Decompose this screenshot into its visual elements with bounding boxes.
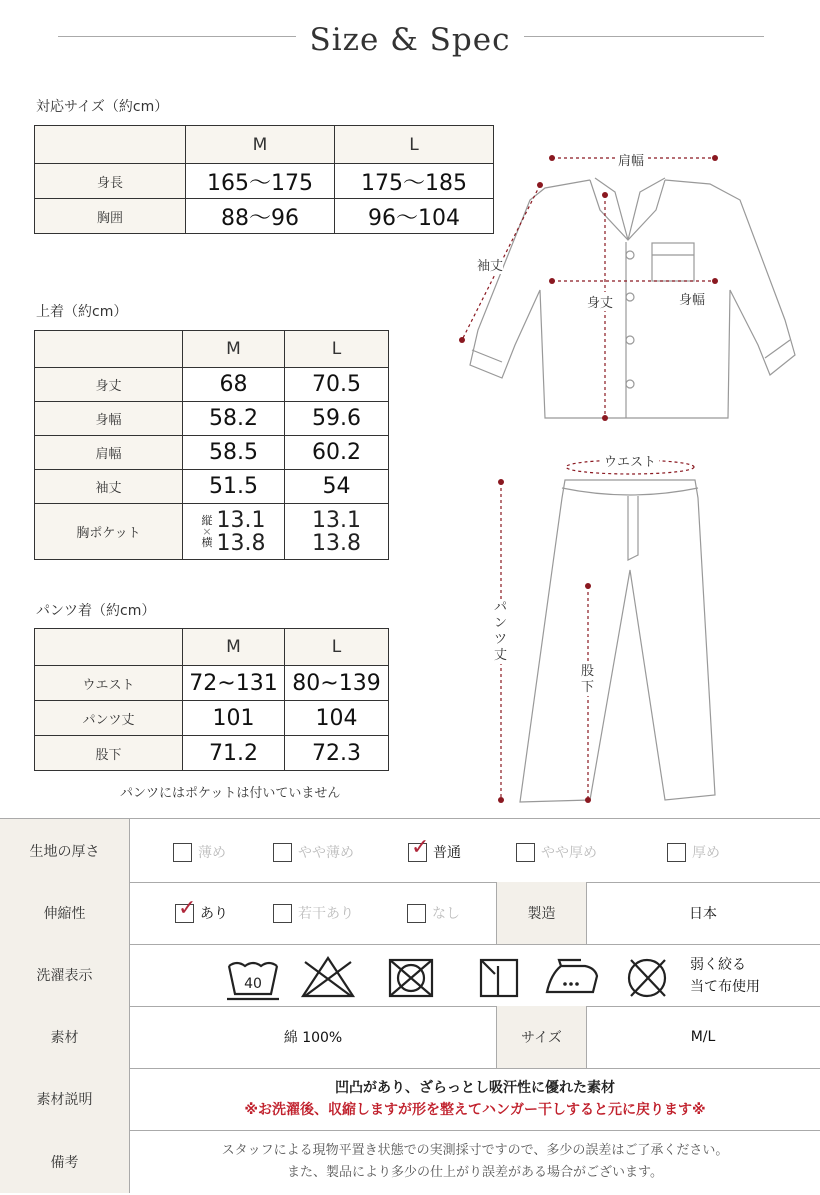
pants-cell: 101 <box>183 701 285 736</box>
size-value: M/L <box>690 1029 716 1045</box>
washing-note <box>690 954 760 998</box>
label-sleeve: 袖丈 <box>477 255 503 274</box>
thickness-option-normal[interactable] <box>408 834 461 862</box>
measure-points <box>459 155 718 803</box>
pants-cell: 71.2 <box>183 736 285 771</box>
option-label: 厚め <box>692 845 720 861</box>
pocket-m-vert: 13.1 <box>216 507 266 533</box>
horiz-mark: 横 <box>201 536 213 549</box>
label-waist: ウエスト <box>601 451 659 470</box>
spec-row-thickness <box>0 819 820 883</box>
pants-row-label: ウエスト <box>35 666 183 701</box>
top-table-corner <box>35 331 183 368</box>
pants-cell: 72~131 <box>183 666 285 701</box>
option-label: あり <box>200 906 228 922</box>
size-row-label: 胸囲 <box>35 199 186 234</box>
size-header-m: M <box>186 126 335 164</box>
checkbox[interactable] <box>273 843 292 862</box>
shirt-outline <box>470 178 795 418</box>
check-icon: ✓ <box>411 834 430 860</box>
material-desc-line1: 凹凸があり、ざらっとし吸汗性に優れた素材 <box>335 1080 615 1096</box>
title-rule-right <box>524 36 764 37</box>
pocket-l-horiz: 13.8 <box>312 530 361 556</box>
top-cell: 54 <box>285 470 389 504</box>
remarks-line2: また、製品により多少の仕上がり誤差がある場合がございます。 <box>287 1165 663 1180</box>
size-cell: 88〜96 <box>186 199 335 234</box>
pants-outline <box>520 480 715 802</box>
spec-row-material-desc <box>0 1068 820 1131</box>
laundry-symbols <box>225 952 685 1002</box>
material-label: 素材 <box>0 1006 130 1068</box>
top-row-label: 身丈 <box>35 368 183 402</box>
top-row-label: 身幅 <box>35 402 183 436</box>
spec-row-remarks <box>0 1130 820 1193</box>
x-mark: × <box>202 525 212 538</box>
option-label: 若干あり <box>298 906 354 922</box>
stretch-option-yes[interactable] <box>175 895 228 923</box>
size-table-caption: 対応サイズ（約cm） <box>36 99 169 115</box>
material-desc-label: 素材説明 <box>0 1068 130 1130</box>
made-value: 日本 <box>689 906 717 922</box>
thickness-option-thick[interactable] <box>667 842 720 862</box>
pocket-l-vert: 13.1 <box>312 507 361 533</box>
label-inseam: 股下 <box>581 664 595 695</box>
size-row-label: 身長 <box>35 164 186 199</box>
checkbox[interactable] <box>407 904 426 923</box>
spec-table <box>0 818 820 1194</box>
label-body-length: 身丈 <box>587 292 613 311</box>
option-label: 薄め <box>198 845 226 861</box>
option-label: やや厚め <box>541 845 597 861</box>
pocket-cell-l <box>285 504 389 560</box>
material-desc <box>130 1077 820 1121</box>
material-desc-warning: ※お洗濯後、収縮しますが形を整えてハンガー干しすると元に戻ります※ <box>244 1102 706 1118</box>
checkbox[interactable] <box>173 843 192 862</box>
material-value: 綿 100% <box>283 1030 343 1046</box>
iron-icon <box>547 966 597 992</box>
thickness-label: 生地の厚さ <box>0 819 130 882</box>
thickness-option-thin[interactable] <box>173 842 226 862</box>
checkbox[interactable] <box>273 904 292 923</box>
top-cell: 51.5 <box>183 470 285 504</box>
pocket-marks <box>202 515 213 548</box>
checkbox-checked[interactable] <box>175 895 197 923</box>
pants-cell: 72.3 <box>285 736 389 771</box>
size-table <box>34 125 494 234</box>
pocket-cell-m <box>183 504 285 560</box>
spec-row-stretch <box>0 882 820 945</box>
pants-table-caption: パンツ着（約cm） <box>36 603 156 619</box>
remarks-line1: スタッフによる現物平置き状態での実測採寸ですので、多少の誤差はご了承ください。 <box>221 1143 729 1158</box>
top-cell: 59.6 <box>285 402 389 436</box>
spec-row-washing <box>0 944 820 1007</box>
label-pants-length: パンツ丈 <box>494 600 508 663</box>
top-header-m: M <box>183 331 285 368</box>
option-label: 普通 <box>433 845 461 861</box>
stretch-option-none[interactable] <box>407 903 460 923</box>
size-label: サイズ <box>496 1006 587 1068</box>
stretch-option-slightly[interactable] <box>273 903 354 923</box>
pants-header-m: M <box>183 629 285 666</box>
title-area <box>0 14 820 62</box>
pants-table <box>34 628 389 771</box>
vert-mark: 縦 <box>201 514 213 527</box>
checkbox[interactable] <box>667 843 686 862</box>
top-cell: 60.2 <box>285 436 389 470</box>
size-table-corner <box>35 126 186 164</box>
garment-diagram <box>440 140 810 815</box>
spec-row-material <box>0 1006 820 1069</box>
pants-row-label: 股下 <box>35 736 183 771</box>
pants-note: パンツにはポケットは付いていません <box>120 786 341 801</box>
pocket-label: 胸ポケット <box>35 504 183 560</box>
top-table <box>34 330 389 560</box>
pants-row-label: パンツ丈 <box>35 701 183 736</box>
washing-label: 洗濯表示 <box>0 944 130 1006</box>
check-icon: ✓ <box>178 895 197 921</box>
size-cell: 96〜104 <box>335 199 494 234</box>
top-cell: 58.2 <box>183 402 285 436</box>
pants-cell: 104 <box>285 701 389 736</box>
washing-note-line2: 当て布使用 <box>690 979 760 995</box>
wash-temp-text: 40 <box>244 976 262 992</box>
option-label: なし <box>432 906 460 922</box>
remarks <box>130 1140 820 1184</box>
no-bleach-icon <box>303 958 353 996</box>
option-label: やや薄め <box>298 845 354 861</box>
top-table-caption: 上着（約cm） <box>36 304 128 320</box>
top-cell: 58.5 <box>183 436 285 470</box>
thickness-option-slightly-thick[interactable] <box>516 842 597 862</box>
thickness-option-slightly-thin[interactable] <box>273 842 354 862</box>
pants-cell: 80~139 <box>285 666 389 701</box>
label-body-width: 身幅 <box>679 293 706 308</box>
stretch-label: 伸縮性 <box>0 882 130 944</box>
checkbox[interactable] <box>516 843 535 862</box>
made-label: 製造 <box>496 882 587 944</box>
size-cell: 165〜175 <box>186 164 335 199</box>
top-row-label: 袖丈 <box>35 470 183 504</box>
pocket-m-horiz: 13.8 <box>216 530 266 556</box>
remarks-label: 備考 <box>0 1130 130 1193</box>
page-title: Size & Spec <box>309 22 511 58</box>
washing-note-line1: 弱く絞る <box>690 957 746 973</box>
size-header-l: L <box>335 126 494 164</box>
top-cell: 70.5 <box>285 368 389 402</box>
top-row-label: 肩幅 <box>35 436 183 470</box>
label-shoulder: 肩幅 <box>615 150 647 169</box>
pants-header-l: L <box>285 629 389 666</box>
top-cell: 68 <box>183 368 285 402</box>
size-cell: 175〜185 <box>335 164 494 199</box>
top-header-l: L <box>285 331 389 368</box>
checkbox-checked[interactable] <box>408 834 430 862</box>
pants-table-corner <box>35 629 183 666</box>
